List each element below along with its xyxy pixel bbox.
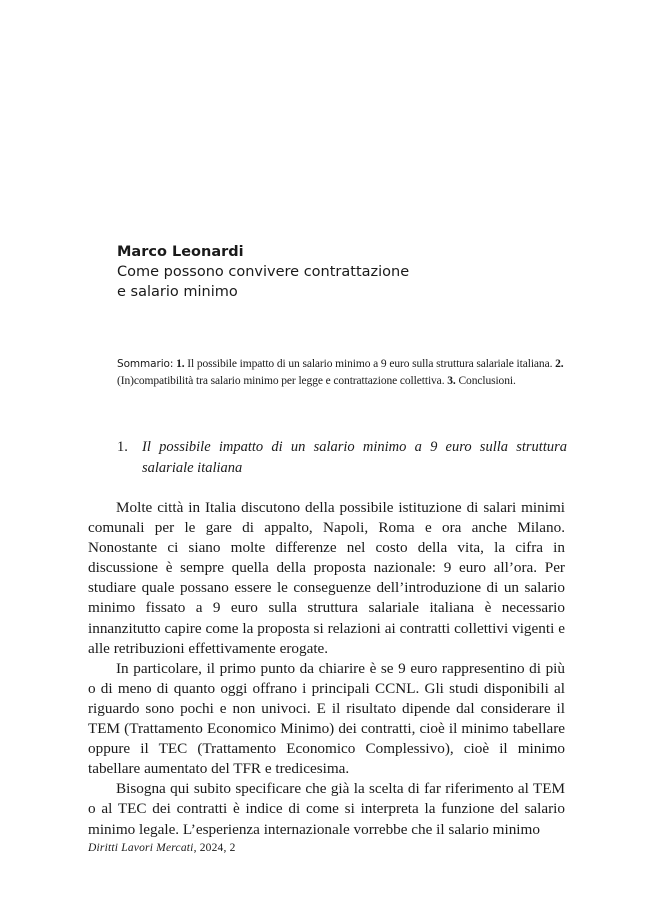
summary-item-number: 3. <box>447 375 456 387</box>
paragraph: In particolare, il primo punto da chiarire è se 9 euro rappresentino di più o di meno di quanto oggi offrano i principali CCNL. Gli studi disponibili al riguardo sono pochi e non univoci. E il risultato dipende dal considerare il TEM (Trattamento Economico Minimo) dei contratti, cioè il minimo tabellare oppure il TEC (Trattamento Economico Complessivo), cioè il minimo tabellare aumentato del TFR e tredicesima. <box>88 659 565 778</box>
paragraph: Bisogna qui subito specificare che già la scelta di far riferimento al TEM o al TEC dei contratti è indice di come si interpreta la funzione del salario minimo legale. L’esperienza internazionale vorrebbe che il salario minimo <box>88 780 565 838</box>
section-heading <box>117 437 567 479</box>
summary-item-text: Il possibile impatto di un salario minimo a 9 euro sulla struttura salariale italiana. <box>187 358 553 370</box>
article-header <box>117 242 537 302</box>
journal-issue: , 2024, 2 <box>193 842 236 854</box>
paragraph: Molte città in Italia discutono della possibile istituzione di salari minimi comunali per le gare di appalto, Napoli, Roma e ora anche Milano. Nonostante ci siano molte differenze nel costo della vita, la cifra in discussione è sempre quella della proposta nazionale: 9 euro all’ora. Per studiare quale possano essere le conseguenze dell’introduzione di un salario minimo fissato a 9 euro sulla struttura salariale italiana è necessario innanzitutto capire come la proposta si relazioni ai contratti collettivi vigenti e alle retribuzioni effettivamente erogate. <box>88 499 565 657</box>
section-number: 1. <box>117 439 128 455</box>
body-text <box>88 498 565 840</box>
summary-label: Sommario: <box>117 358 174 370</box>
article-title-line-1: Come possono convivere contrattazione <box>117 264 410 280</box>
summary-item-number: 1. <box>176 358 185 370</box>
section-title: Il possibile impatto di un salario minimo a 9 euro sulla struttura salariale italiana <box>142 439 567 476</box>
page-footer <box>88 842 236 854</box>
article-title-line-2: e salario minimo <box>117 284 238 300</box>
summary-item-text: Conclusioni. <box>458 375 516 387</box>
author-name: Marco Leonardi <box>117 244 244 260</box>
summary-abstract <box>117 356 567 390</box>
summary-item-text: (In)compatibilità tra salario minimo per legge e contrattazione collettiva. <box>117 375 445 387</box>
journal-name: Diritti Lavori Mercati <box>88 842 194 854</box>
summary-item-number: 2. <box>555 358 564 370</box>
